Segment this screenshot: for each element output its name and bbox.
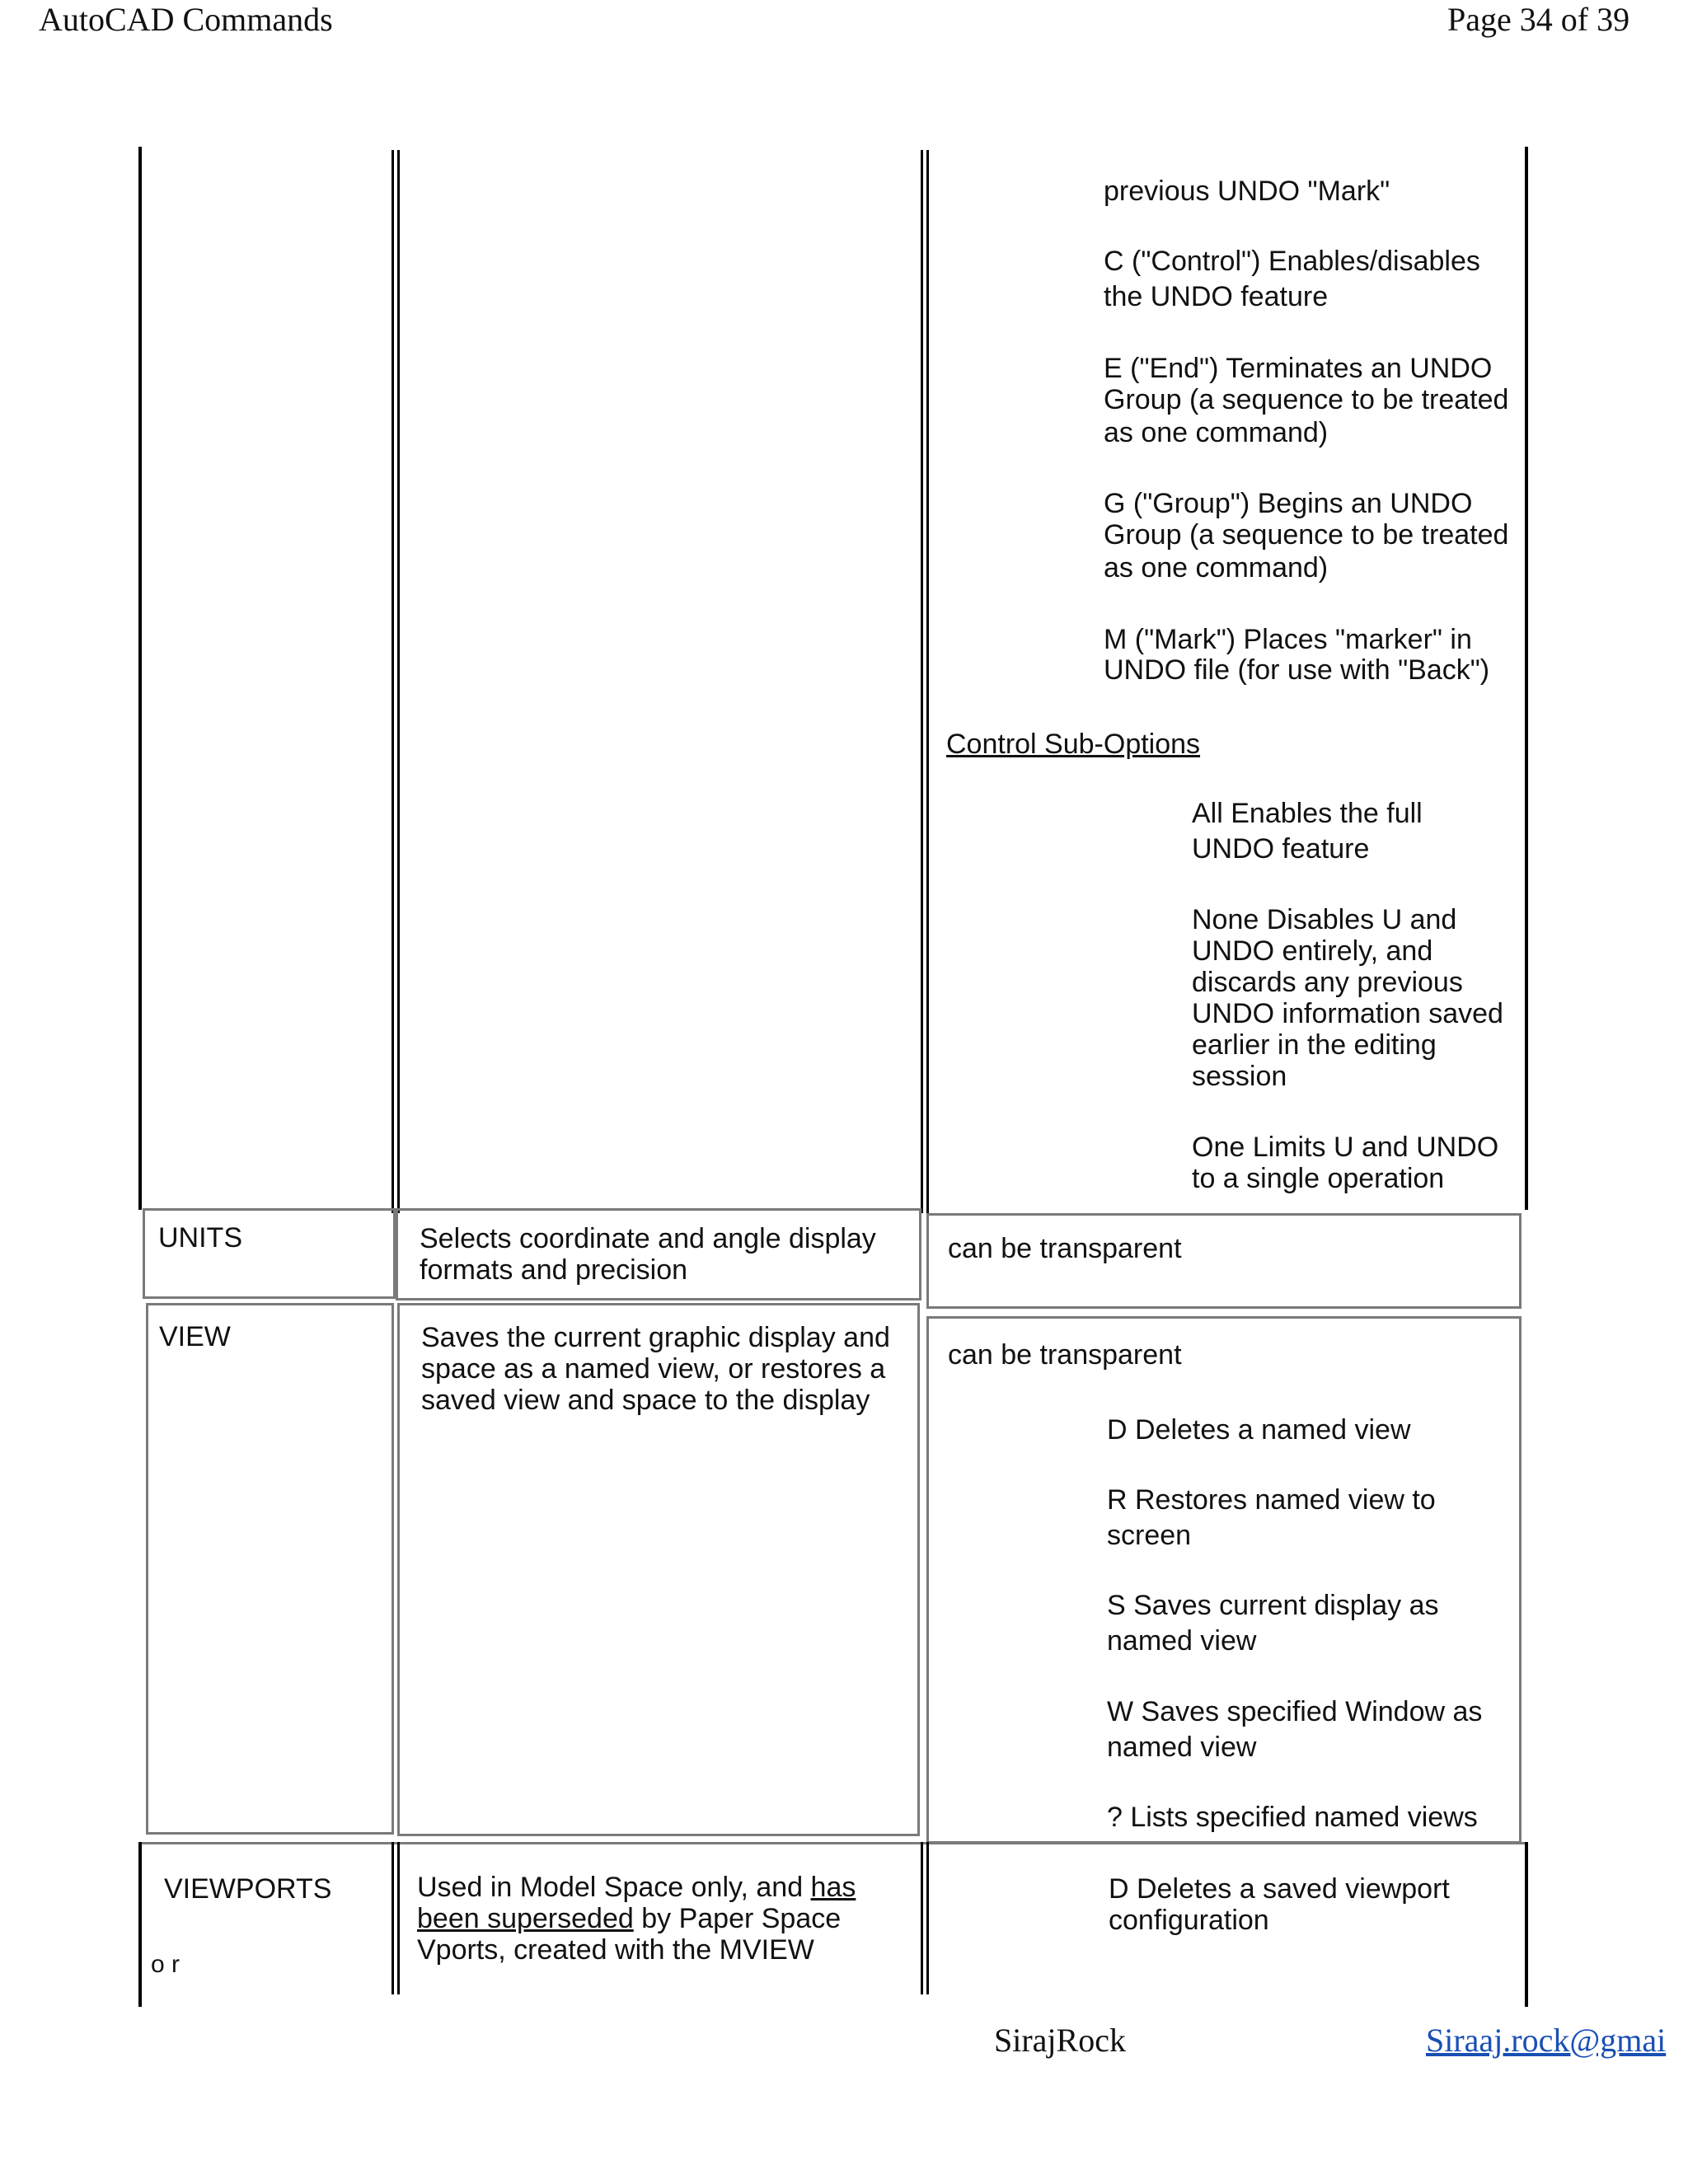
page-number: Page 34 of 39 (1447, 1, 1630, 38)
viewports-description-line3: Vports, created with the MVIEW (417, 1934, 814, 1966)
viewports-description-text: Used in Model Space only, and (417, 1872, 811, 1903)
table-right-border (1525, 147, 1528, 1210)
viewports-command: VIEWPORTS (164, 1873, 332, 1905)
control-one-line2: to a single operation (1192, 1163, 1445, 1194)
control-none-line3: discards any previous (1192, 967, 1463, 998)
units-description-line2: formats and precision (420, 1254, 688, 1286)
control-one-line1: One Limits U and UNDO (1192, 1132, 1499, 1163)
view-option-w-line2: named view (1107, 1732, 1257, 1763)
undo-group-option-line2: Group (a sequence to be treated (1104, 519, 1509, 551)
undo-end-option-line3: as one command) (1104, 417, 1329, 448)
units-command: UNITS (158, 1222, 242, 1254)
view-description-line2: space as a named view, or restores a (421, 1353, 886, 1385)
control-all-line2: UNDO feature (1192, 833, 1370, 865)
undo-control-option-line1: C ("Control") Enables/disables (1104, 246, 1480, 277)
viewports-description-line2 (417, 1903, 841, 1934)
undo-mark-prev: previous UNDO "Mark" (1104, 176, 1390, 207)
undo-end-option-line2: Group (a sequence to be treated (1104, 384, 1509, 415)
view-description-line3: saved view and space to the display (421, 1385, 870, 1416)
column-divider-2 (921, 150, 929, 1213)
undo-group-option-line3: as one command) (1104, 552, 1329, 583)
view-option-r-line2: screen (1107, 1520, 1192, 1551)
viewports-description-text-2: by Paper Space (633, 1903, 842, 1934)
viewports-row-top-border (138, 1842, 1528, 1844)
viewports-description-underlined: has (810, 1872, 856, 1903)
units-options: can be transparent (948, 1233, 1182, 1264)
view-option-r-line1: R Restores named view to (1107, 1484, 1436, 1516)
viewports-superseded-text: been superseded (417, 1903, 634, 1934)
footer-email-link[interactable]: Siraaj.rock@gmai (1426, 2022, 1667, 2059)
view-command-cell (146, 1303, 394, 1835)
view-command: VIEW (159, 1321, 231, 1352)
viewports-or: o r (151, 1951, 181, 1978)
column-divider-1 (392, 150, 400, 1213)
view-option-d: D Deletes a named view (1107, 1414, 1411, 1446)
viewports-option-d-line2: configuration (1109, 1905, 1269, 1936)
view-option-s-line1: S Saves current display as (1107, 1590, 1439, 1621)
control-none-line5: earlier in the editing (1192, 1029, 1437, 1061)
undo-group-option-line1: G ("Group") Begins an UNDO (1104, 488, 1473, 519)
viewports-description-line1 (417, 1872, 856, 1903)
control-all-line1: All Enables the full (1192, 798, 1423, 829)
view-option-w-line1: W Saves specified Window as (1107, 1696, 1483, 1727)
view-option-s-line2: named view (1107, 1625, 1257, 1657)
view-options: can be transparent (948, 1339, 1182, 1371)
view-option-list: ? Lists specified named views (1107, 1802, 1478, 1833)
units-description-line1: Selects coordinate and angle display (420, 1223, 876, 1254)
document-title: AutoCAD Commands (39, 1, 333, 38)
control-sub-options-heading: Control Sub-Options (946, 729, 1201, 760)
undo-end-option-line1: E ("End") Terminates an UNDO (1104, 353, 1493, 384)
control-none-line6: session (1192, 1061, 1287, 1092)
control-none-line4: UNDO information saved (1192, 998, 1503, 1029)
viewports-right-border (1525, 1842, 1528, 2007)
control-none-line1: None Disables U and (1192, 904, 1457, 935)
undo-mark-option-line1: M ("Mark") Places "marker" in (1104, 624, 1472, 655)
viewports-option-d-line1: D Deletes a saved viewport (1109, 1873, 1450, 1905)
viewports-divider-1 (392, 1842, 400, 1994)
view-description-line1: Saves the current graphic display and (421, 1322, 890, 1353)
footer-author: SirajRock (994, 2022, 1126, 2059)
viewports-divider-2 (921, 1842, 929, 1994)
control-none-line2: UNDO entirely, and (1192, 935, 1433, 967)
view-options-cell (926, 1316, 1522, 1844)
undo-mark-option-line2: UNDO file (for use with "Back") (1104, 654, 1490, 686)
table-left-border (138, 147, 142, 1210)
viewports-left-border (138, 1842, 142, 2007)
undo-control-option-line2: the UNDO feature (1104, 281, 1329, 312)
